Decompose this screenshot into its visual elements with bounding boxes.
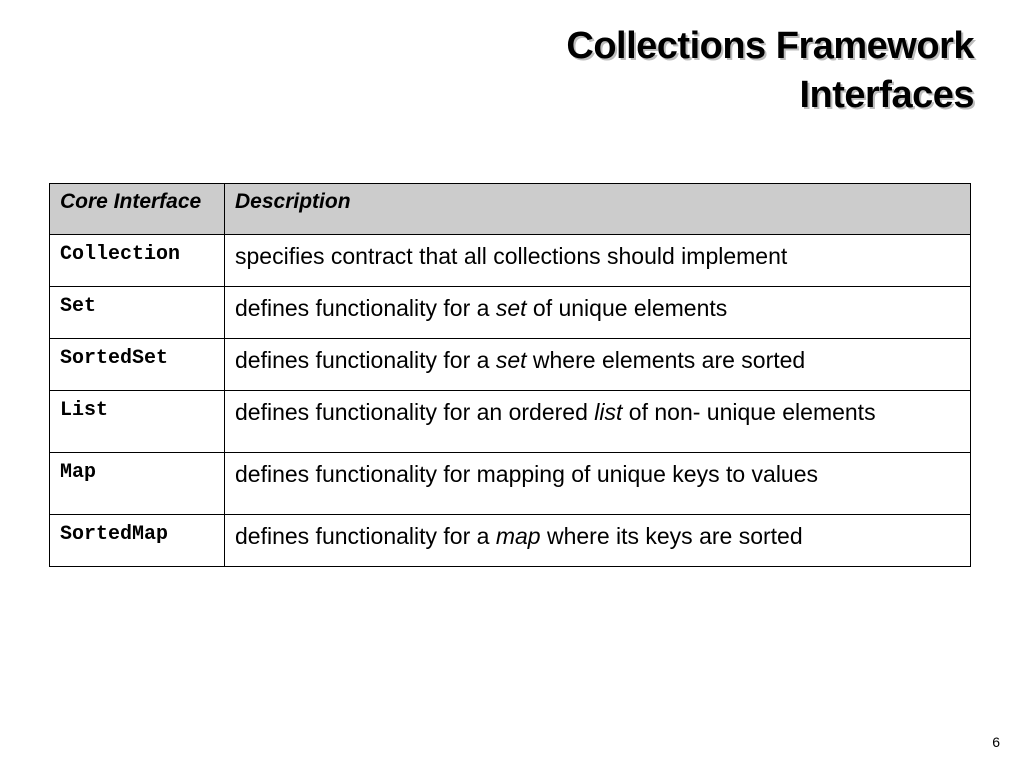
header-description: Description	[225, 184, 971, 235]
description-text: defines functionality for a	[235, 523, 496, 549]
interface-description	[225, 287, 971, 339]
description-text: defines functionality for a	[235, 295, 496, 321]
table-row	[50, 339, 971, 391]
interface-name: Map	[50, 453, 225, 515]
description-text: defines functionality for an ordered	[235, 399, 595, 425]
description-emphasis: set	[495, 347, 527, 373]
description-text: of unique elements	[526, 295, 728, 321]
description-emphasis: set	[495, 295, 527, 321]
description-text: defines functionality for mapping of unique keys to values	[235, 461, 819, 487]
table-row	[50, 391, 971, 453]
interface-name: Collection	[50, 235, 225, 287]
interface-description	[225, 339, 971, 391]
header-core-interface: Core Interface	[50, 184, 225, 235]
slide-title-line-1: Collections Framework	[566, 25, 974, 67]
interface-name: List	[50, 391, 225, 453]
description-emphasis: map	[495, 523, 541, 549]
table-row	[50, 515, 971, 567]
table-header-row	[50, 184, 971, 235]
description-text: where its keys are sorted	[540, 523, 803, 549]
slide-title-line-2: Interfaces	[799, 74, 974, 116]
interface-description	[225, 235, 971, 287]
core-interfaces-table	[49, 183, 971, 567]
description-emphasis: list	[594, 399, 623, 425]
table-row	[50, 235, 971, 287]
interface-description	[225, 391, 971, 453]
interface-description	[225, 453, 971, 515]
table-row	[50, 453, 971, 515]
description-text: where elements are sorted	[526, 347, 806, 373]
interface-name: Set	[50, 287, 225, 339]
slide-title	[566, 22, 974, 120]
table-row	[50, 287, 971, 339]
description-text: specifies contract that all collections should implement	[235, 243, 788, 269]
description-text: defines functionality for a	[235, 347, 496, 373]
interface-name: SortedSet	[50, 339, 225, 391]
interface-description	[225, 515, 971, 567]
page-number: 6	[992, 734, 1000, 750]
description-text: of non- unique elements	[622, 399, 876, 425]
interface-name: SortedMap	[50, 515, 225, 567]
